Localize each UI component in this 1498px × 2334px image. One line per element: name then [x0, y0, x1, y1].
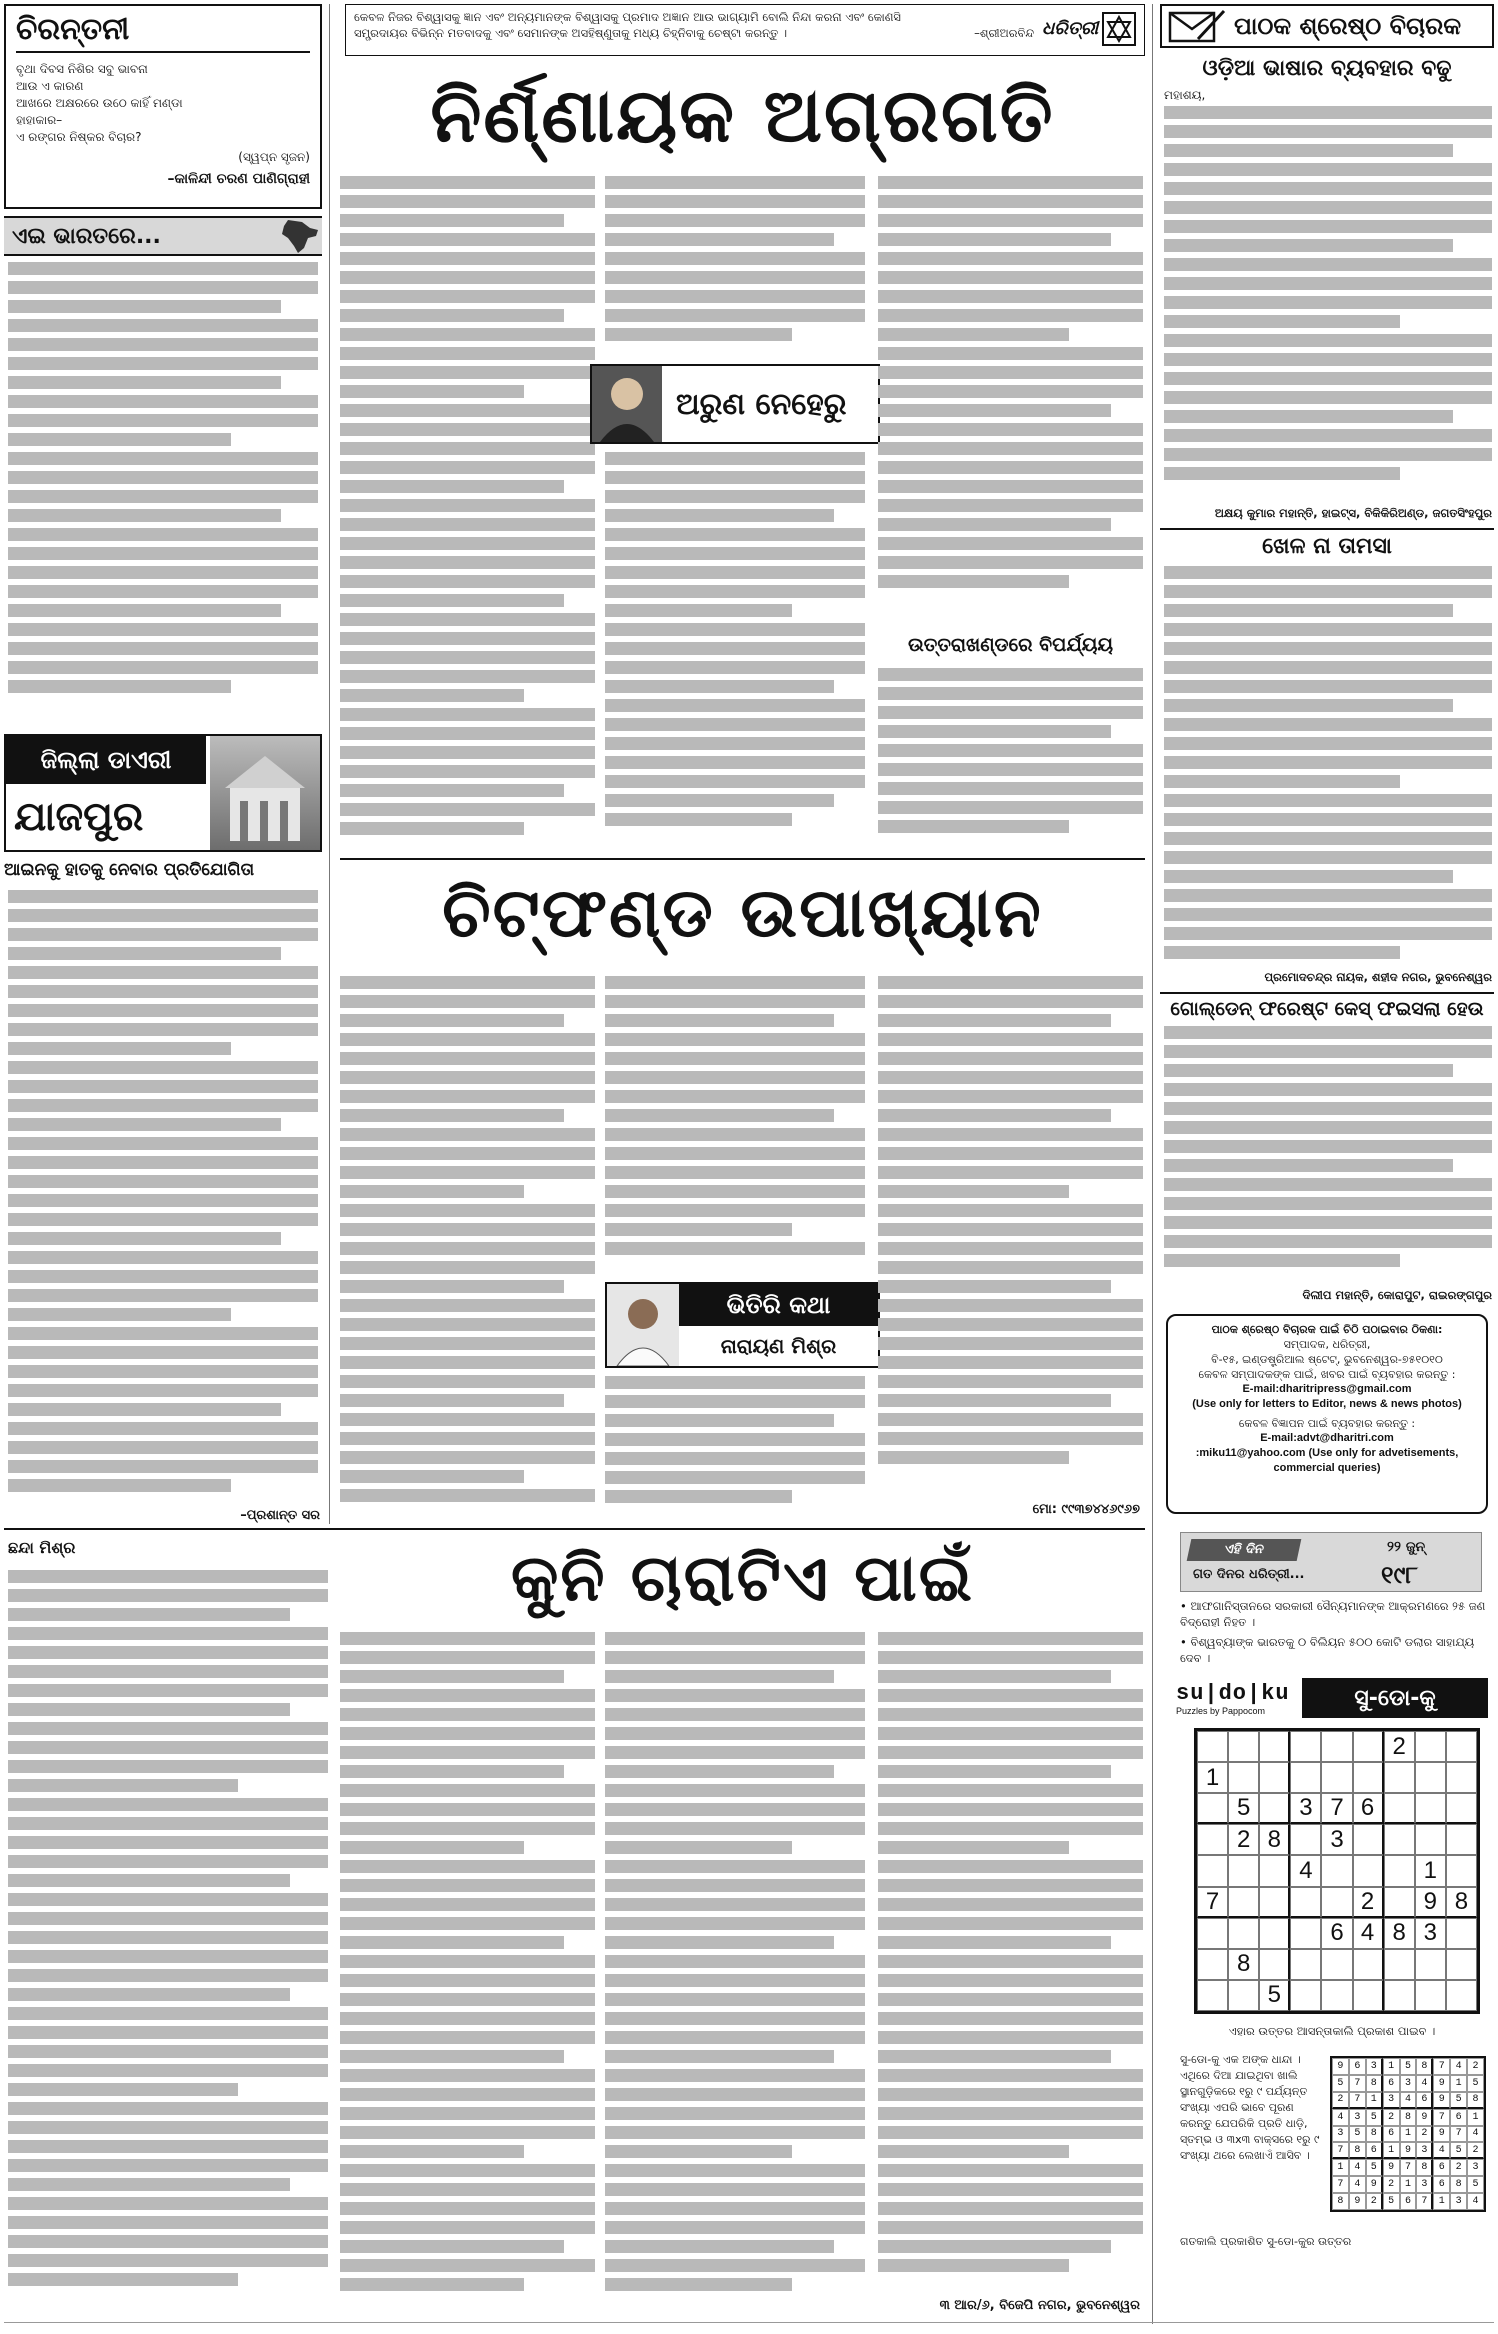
sudoku-cell: [1415, 1980, 1446, 2011]
solution-cell: 3: [1383, 2092, 1400, 2109]
solution-cell: 8: [1450, 2176, 1467, 2193]
main-story-col-3-top: [878, 176, 1143, 626]
solution-cell: 9: [1332, 2058, 1349, 2075]
sudoku-cell: [1259, 1762, 1290, 1793]
kuni-byline-top: ଛନ୍ଦା ମିଶ୍ର: [8, 1538, 76, 1557]
sudoku-cell: 8: [1259, 1824, 1290, 1855]
main-author-box: [590, 364, 880, 444]
masthead-quote-line1: କେବଳ ନିଜର ବିଶ୍ୱାସକୁ ଜ୍ଞାନ ଏବଂ ଅନ୍ୟମାନଙ୍କ ବିଶ୍ୱାସକୁ ପ୍ରମାଦ ଅଜ୍ଞାନ ଆଉ ଭାଗ୍ୟାମି ବୋଲି ନିନ୍ଦା କରନା ଏବଂ କୋଣସି: [354, 10, 901, 24]
solution-cell: 6: [1433, 2176, 1450, 2193]
sudoku-cell: [1197, 1731, 1228, 1762]
sudoku-instructions: ସୁ-ଡୋ-କୁ ଏକ ଅଙ୍କ ଧାନ୍ଦା । ଏଥିରେ ଦିଆ ଯାଇଥିବା ଖାଲି ସ୍ଥାନଗୁଡ଼ିକରେ ୧ରୁ ୯ ପର୍ଯ୍ୟନ୍ତ ସଂଖ୍ୟା ଏପରି ଭାବେ ପୂରଣ କରନ୍ତୁ ଯେପରିକି ପ୍ରତି ଧାଡ଼ି, ସ୍ତମ୍ଭ ଓ ୩x୩ ବାକ୍ସରେ ୧ରୁ ୯ ସଂଖ୍ୟା ଥରେ ଲେଖାଏଁ ଆସିବ ।: [1180, 2053, 1320, 2162]
masthead-quote-author: –ଶ୍ରୀଅରବିନ୍ଦ: [974, 26, 1034, 40]
sudoku-cell: [1415, 1762, 1446, 1793]
zilla-diary-district: ଯାଜପୁର: [14, 794, 144, 840]
solution-cell: 5: [1366, 2109, 1383, 2126]
sudoku-cell: [1197, 1855, 1228, 1886]
solution-cell: 1: [1400, 2126, 1417, 2143]
solution-cell: 3: [1366, 2058, 1383, 2075]
masthead-quote-box: [345, 4, 1145, 56]
history-year: ୧୯୮: [1381, 1561, 1418, 1589]
sudoku-cell: [1446, 1949, 1477, 1980]
main-story-col-3-bottom: [878, 668, 1143, 850]
sudoku-cell: [1446, 1731, 1477, 1762]
page-bottom-rule: [4, 2322, 1494, 2323]
solution-cell: 8: [1366, 2075, 1383, 2092]
sudoku-cell: [1290, 1731, 1321, 1762]
chitfund-author-photo: [607, 1284, 679, 1366]
solution-cell: 5: [1383, 2193, 1400, 2210]
sudoku-cell: 9: [1415, 1887, 1446, 1918]
sudoku-cell: [1228, 1762, 1259, 1793]
reader-banner-title: ପାଠକ ଶ୍ରେଷ୍ଠ ବିଚାରକ: [1234, 12, 1462, 40]
sudoku-cell: [1228, 1731, 1259, 1762]
solution-cell: 1: [1366, 2092, 1383, 2109]
solution-cell: 7: [1332, 2176, 1349, 2193]
sudoku-cell: [1353, 1855, 1384, 1886]
chirantani-line-2: ଆଉ ଏ କାରଣ: [16, 79, 84, 93]
sudoku-cell: 5: [1259, 1980, 1290, 2011]
chirantani-box: [4, 4, 322, 209]
dharitri-logo: [1042, 9, 1138, 49]
sudoku-cell: 6: [1321, 1918, 1352, 1949]
sudoku-cell: [1384, 1793, 1415, 1824]
sudoku-cell: [1290, 1949, 1321, 1980]
sudoku-cell: 6: [1353, 1793, 1384, 1824]
solution-cell: 8: [1400, 2109, 1417, 2126]
kuni-address: ୩ ଆର/୬, ବିଜେପି ନଗର, ଭୁବନେଶ୍ୱର: [939, 2298, 1140, 2313]
solution-cell: 7: [1332, 2142, 1349, 2159]
author-photo: [592, 366, 662, 442]
contact-line3: ବି-୧୫, ଇଣ୍ଡଷ୍ଟ୍ରିଆଲ ଷ୍ଟେଟ୍, ଭୁବନେଶ୍ୱର-୭୫୧୦୧୦: [1211, 1353, 1443, 1366]
solution-cell: 6: [1433, 2159, 1450, 2176]
sudoku-cell: [1228, 1980, 1259, 2011]
sudoku-cell: [1384, 1855, 1415, 1886]
sudoku-cell: [1228, 1918, 1259, 1949]
sudoku-header: [1176, 1676, 1488, 1720]
ei-bharatare-body: [8, 262, 318, 722]
solution-cell: 9: [1433, 2075, 1450, 2092]
sudoku-cell: [1446, 1918, 1477, 1949]
solution-cell: 6: [1383, 2075, 1400, 2092]
district-building-photo: [210, 736, 320, 850]
sudoku-cell: 2: [1228, 1824, 1259, 1855]
main-subhead: ଉତ୍ତରାଖଣ୍ଡରେ ବିପର୍ଯ୍ୟୟ: [907, 634, 1114, 656]
main-story-col-2-bottom: [605, 452, 865, 850]
contact-email1: E-mail:dharitripress@gmail.com: [1242, 1383, 1412, 1395]
solution-cell: 8: [1467, 2092, 1484, 2109]
main-headline: ନିର୍ଣ୍ଣାୟକ ଅଗ୍ରଗତି: [430, 73, 1055, 159]
sudoku-cell: [1321, 1887, 1352, 1918]
solution-cell: 8: [1416, 2058, 1433, 2075]
solution-cell: 3: [1416, 2142, 1433, 2159]
reader-banner: [1160, 4, 1494, 48]
sudoku-cell: [1290, 1824, 1321, 1855]
sudoku-cell: [1259, 1855, 1290, 1886]
solution-cell: 5: [1400, 2058, 1417, 2075]
solution-cell: 8: [1366, 2126, 1383, 2143]
letter3-title: ଗୋଲ୍‌ଡେନ୍ ଫରେଷ୍ଟ କେସ୍ ଫଇସଲା ହେଉ: [1160, 992, 1494, 1020]
sudoku-cell: [1321, 1855, 1352, 1886]
solution-cell: 8: [1416, 2159, 1433, 2176]
history-sub: ଗତ ଦିନର ଧରିତ୍ରୀ...: [1193, 1567, 1305, 1582]
solution-cell: 6: [1383, 2126, 1400, 2143]
solution-cell: 5: [1450, 2092, 1467, 2109]
chirantani-line-3: ଆଖରେ ଅକ୍ଷରରେ ଉଠେ କାହିଁ ମଣ୍ଡା: [16, 96, 183, 110]
kuni-col-1: [8, 1570, 328, 2315]
solution-cell: 2: [1366, 2193, 1383, 2210]
solution-cell: 9: [1366, 2176, 1383, 2193]
solution-cell: 1: [1383, 2058, 1400, 2075]
sudoku-cell: [1415, 1824, 1446, 1855]
sudoku-cell: [1446, 1855, 1477, 1886]
kuni-headline: କୁନି ଚାରାଟିଏ ପାଇଁ: [511, 1542, 974, 1616]
sudoku-cell: [1321, 1731, 1352, 1762]
solution-cell: 4: [1332, 2109, 1349, 2126]
solution-cell: 3: [1400, 2075, 1417, 2092]
solution-cell: 9: [1433, 2126, 1450, 2143]
sudoku-cell: 5: [1228, 1793, 1259, 1824]
solution-cell: 2: [1467, 2142, 1484, 2159]
solution-cell: 2: [1383, 2176, 1400, 2193]
solution-cell: 5: [1467, 2176, 1484, 2193]
letter2-signature: ପ୍ରମୋଦଚନ୍ଦ୍ର ନାୟକ, ଶହୀଦ ନଗର, ଭୁବନେଶ୍ୱର: [1264, 970, 1492, 984]
logo-text: ଧରିତ୍ରୀ: [1042, 18, 1099, 39]
sudoku-logo-credit: Puzzles by Pappocom: [1176, 1705, 1266, 1716]
sudoku-cell: [1259, 1793, 1290, 1824]
solution-cell: 4: [1467, 2193, 1484, 2210]
contact-box: [1166, 1314, 1488, 1514]
sudoku-cell: [1384, 1762, 1415, 1793]
column-rule-right: [1152, 4, 1153, 2324]
history-item-1: • ଆଫଗାନିସ୍ତାନରେ ସରକାରୀ ସୈନ୍ୟମାନଙ୍କ ଆକ୍ରମଣରେ ୨୫ ଜଣ ବିଦ୍ରୋହୀ ନିହତ ।: [1180, 1599, 1486, 1629]
column-rule-left: [329, 4, 330, 1524]
sudoku-cell: [1290, 1887, 1321, 1918]
solution-cell: 9: [1349, 2193, 1366, 2210]
solution-cell: 1: [1332, 2159, 1349, 2176]
sudoku-cell: [1290, 1980, 1321, 2011]
history-box: [1180, 1532, 1482, 1592]
sudoku-cell: [1290, 1762, 1321, 1793]
sudoku-cell: [1321, 1762, 1352, 1793]
chirantani-line-4: ହାହାକାର–: [16, 113, 63, 127]
letter3-signature: ଦିଲୀପ ମହାନ୍ତି, କୋରାପୁଟ, ରାଇରଙ୍ଗପୁର: [1302, 1288, 1492, 1302]
solution-cell: 4: [1450, 2058, 1467, 2075]
solution-cell: 7: [1433, 2109, 1450, 2126]
sudoku-cell: [1228, 1887, 1259, 1918]
sudoku-cell: [1321, 1980, 1352, 2011]
india-map-icon: [276, 218, 322, 254]
main-story-col-1: [340, 176, 595, 851]
column-label: ଭିତିରି କଥା: [679, 1284, 878, 1326]
sudoku-cell: [1353, 1731, 1384, 1762]
sudoku-cell: [1197, 1949, 1228, 1980]
chirantani-title: ଚିରନ୍ତନୀ: [16, 12, 310, 53]
solution-cell: 7: [1349, 2092, 1366, 2109]
solution-cell: 2: [1383, 2109, 1400, 2126]
solution-cell: 5: [1349, 2126, 1366, 2143]
chitfund-col-3: [878, 976, 1143, 1496]
sudoku-cell: [1446, 1824, 1477, 1855]
sudoku-cell: [1384, 1887, 1415, 1918]
solution-cell: 3: [1332, 2126, 1349, 2143]
sudoku-cell: [1259, 1949, 1290, 1980]
solution-cell: 4: [1416, 2075, 1433, 2092]
contact-line2: ସମ୍ପାଦକ, ଧରିତ୍ରୀ,: [1283, 1338, 1371, 1351]
solution-cell: 6: [1349, 2058, 1366, 2075]
sudoku-cell: [1259, 1731, 1290, 1762]
solution-cell: 2: [1332, 2092, 1349, 2109]
solution-cell: 2: [1416, 2126, 1433, 2143]
kuni-col-3: [605, 1632, 865, 2317]
sudoku-cell: [1197, 1980, 1228, 2011]
sudoku-cell: [1228, 1855, 1259, 1886]
sudoku-cell: [1197, 1918, 1228, 1949]
zilla-diary-author: –ପ୍ରଶାନ୍ତ ସର: [240, 1508, 320, 1523]
kuni-col-4: [878, 1632, 1143, 2292]
kuni-col-2: [340, 1632, 595, 2317]
sudoku-cell: [1353, 1980, 1384, 2011]
solution-cell: 1: [1450, 2075, 1467, 2092]
sudoku-cell: [1384, 1949, 1415, 1980]
solution-cell: 5: [1467, 2075, 1484, 2092]
chitfund-col-1: [340, 976, 595, 1521]
ei-bharatare-title: ଏଇ ଭାରତରେ...: [12, 223, 161, 249]
solution-cell: 6: [1366, 2142, 1383, 2159]
chitfund-col-2-top: [605, 976, 865, 1274]
contact-line5: କେବଳ ବିଜ୍ଞାପନ ପାଇଁ ବ୍ୟବହାର କରନ୍ତୁ :: [1238, 1417, 1416, 1430]
sudoku-grid: [1194, 1728, 1480, 2014]
envelope-pen-icon: [1168, 9, 1226, 43]
letter1-salutation: ମହାଶୟ,: [1164, 88, 1206, 102]
solution-cell: 7: [1433, 2058, 1450, 2075]
main-story-col-2-top: [605, 176, 865, 361]
masthead-quote-line2: ସମ୍ପ୍ରଦାୟର ବିଭିନ୍ନ ମତବାଦକୁ ଏବଂ ସେମାନଙ୍କ ଅସହିଷ୍ଣୁତାକୁ ମଧ୍ୟ ଚିହ୍ନିବାକୁ ଚେଷ୍ଟା କରନ୍ତୁ ।: [354, 26, 788, 40]
bhitiri-katha-box: [605, 1282, 880, 1368]
solution-cell: 8: [1332, 2193, 1349, 2210]
sudoku-cell: 1: [1415, 1855, 1446, 1886]
sudoku-cell: 3: [1290, 1793, 1321, 1824]
solution-cell: 9: [1416, 2109, 1433, 2126]
sudoku-title: ସୁ-ଡୋ-କୁ: [1302, 1678, 1488, 1718]
sudoku-cell: 2: [1353, 1887, 1384, 1918]
letter2-title: ଖେଳ ନା ତାମସା: [1160, 528, 1494, 559]
sudoku-cell: [1321, 1949, 1352, 1980]
sudoku-cell: [1446, 1762, 1477, 1793]
zilla-diary-label: ଜିଲ୍ଲା ଡାଏରୀ: [6, 736, 206, 784]
solution-cell: 8: [1349, 2142, 1366, 2159]
solution-cell: 5: [1450, 2142, 1467, 2159]
sudoku-cell: [1415, 1793, 1446, 1824]
contact-email2: E-mail:advt@dharitri.com: [1260, 1432, 1394, 1444]
solution-cell: 1: [1467, 2109, 1484, 2126]
solution-cell: 7: [1400, 2159, 1417, 2176]
sudoku-cell: [1197, 1793, 1228, 1824]
ei-bharatare-header: [4, 216, 322, 256]
letter1-signature: ଅକ୍ଷୟ କୁମାର ମହାନ୍ତି, ହାଇଟ୍ସ, ବିକିକିରିଅଣ୍ଡ, ଜଗତସିଂହପୁର: [1214, 506, 1492, 520]
sudoku-cell: 8: [1446, 1887, 1477, 1918]
history-label: ଏହି ଦିନ: [1187, 1539, 1302, 1561]
solution-cell: 4: [1433, 2142, 1450, 2159]
solution-cell: 3: [1416, 2176, 1433, 2193]
sudoku-cell: [1415, 1731, 1446, 1762]
solution-cell: 4: [1400, 2092, 1417, 2109]
sudoku-cell: 7: [1197, 1887, 1228, 1918]
sudoku-cell: [1446, 1980, 1477, 2011]
sudoku-cell: 4: [1290, 1855, 1321, 1886]
chirantani-source: (ସ୍ୱପ୍ନ ସୃଜନ): [238, 150, 310, 164]
chirantani-author: –କାଳିନ୍ଦୀ ଚରଣ ପାଣିଗ୍ରାହୀ: [167, 171, 310, 187]
sudoku-cell: 8: [1384, 1918, 1415, 1949]
chirantani-line-1: ବୃଥା ଦିବସ ନିଶିର ସବୁ ଭାବନା: [16, 62, 148, 76]
solution-cell: 6: [1416, 2092, 1433, 2109]
chirantani-line-5: ଏ ରଙ୍ଗର ନିଷ୍କର ବିଚାର?: [16, 130, 142, 144]
solution-cell: 7: [1349, 2075, 1366, 2092]
sudoku-cell: [1384, 1980, 1415, 2011]
sudoku-answer-note: ଏହାର ଉତ୍ତର ଆସନ୍ତାକାଲି ପ୍ରକାଶ ପାଇବ ।: [1228, 2024, 1436, 2038]
solution-cell: 6: [1450, 2109, 1467, 2126]
solution-cell: 9: [1400, 2142, 1417, 2159]
solution-cell: 1: [1433, 2193, 1450, 2210]
contact-note1: (Use only for letters to Editor, news & news photos): [1192, 1398, 1462, 1410]
solution-cell: 6: [1400, 2193, 1417, 2210]
sudoku-cell: [1259, 1918, 1290, 1949]
solution-cell: 4: [1349, 2176, 1366, 2193]
sudoku-solution-note: ଗତକାଲି ପ୍ରକାଶିତ ସୁ-ଡୋ-କୁର ଉତ୍ତର: [1180, 2235, 1352, 2248]
sudoku-cell: 7: [1321, 1793, 1352, 1824]
history-item-2: • ବିଶ୍ୱବ୍ୟାଙ୍କ ଭାରତକୁ ୦ ବିଲିୟନ ୫୦୦ କୋଟି ଡଲାର ସାହାଯ୍ୟ ଦେବ ।: [1180, 1635, 1475, 1665]
solution-cell: 3: [1349, 2109, 1366, 2126]
chitfund-col-2-bottom: [605, 1376, 865, 1521]
solution-cell: 9: [1383, 2159, 1400, 2176]
chitfund-author-name: ନାରାୟଣ ମିଶ୍ର: [720, 1334, 837, 1358]
contact-line4: କେବଳ ସମ୍ପାଦକଙ୍କ ପାଇଁ, ଖବର ପାଇଁ ବ୍ୟବହାର କରନ୍ତୁ :: [1198, 1368, 1456, 1381]
sudoku-logo: su|do|ku: [1176, 1680, 1290, 1706]
zilla-diary-body: [8, 890, 318, 1505]
letter3-body: [1164, 1026, 1492, 1276]
sudoku-cell: [1415, 1949, 1446, 1980]
sudoku-cell: 4: [1353, 1918, 1384, 1949]
sudoku-cell: [1353, 1824, 1384, 1855]
solution-cell: 3: [1450, 2193, 1467, 2210]
main-author-name: ଅରୁଣ ନେହେରୁ: [676, 386, 847, 422]
chitfund-headline: ଚିଟ୍‌ଫଣ୍ଡ ଉପାଖ୍ୟାନ: [442, 874, 1043, 953]
letter1-title: ଓଡ଼ିଆ ଭାଷାର ବ୍ୟବହାର ବଢୁ: [1202, 56, 1452, 81]
sudoku-cell: 3: [1415, 1918, 1446, 1949]
sudoku-solution-grid: [1330, 2056, 1486, 2212]
letter1-body: [1164, 106, 1492, 501]
star-emblem-icon: [1102, 12, 1136, 46]
solution-cell: 7: [1416, 2193, 1433, 2210]
sudoku-cell: [1290, 1918, 1321, 1949]
sudoku-cell: 3: [1321, 1824, 1352, 1855]
sudoku-cell: 8: [1228, 1949, 1259, 1980]
sudoku-cell: [1446, 1793, 1477, 1824]
contact-line1: ପାଠକ ଶ୍ରେଷ୍ଠ ବିଚାରକ ପାଇଁ ଚିଠି ପଠାଇବାର ଠିକଣା:: [1211, 1323, 1443, 1336]
sudoku-cell: [1259, 1887, 1290, 1918]
contact-email3: :miku11@yahoo.com (Use only for advetisements, commercial queries): [1195, 1447, 1459, 1474]
solution-cell: 1: [1400, 2176, 1417, 2193]
solution-cell: 9: [1433, 2092, 1450, 2109]
rule-main-chitfund: [340, 858, 1145, 860]
solution-cell: 5: [1332, 2075, 1349, 2092]
sudoku-cell: [1353, 1949, 1384, 1980]
solution-cell: 7: [1450, 2126, 1467, 2143]
history-badge: ୨୨ ଜୁନ୍: [1387, 1539, 1426, 1555]
solution-cell: 3: [1467, 2159, 1484, 2176]
zilla-diary-headline: ଆଇନକୁ ହାତକୁ ନେବାର ପ୍ରତିଯୋଗିତା: [4, 860, 255, 880]
solution-cell: 2: [1450, 2159, 1467, 2176]
zilla-diary-box: [4, 734, 322, 852]
solution-cell: 4: [1467, 2126, 1484, 2143]
sudoku-cell: [1353, 1762, 1384, 1793]
solution-cell: 4: [1349, 2159, 1366, 2176]
sudoku-cell: [1384, 1824, 1415, 1855]
sudoku-cell: 2: [1384, 1731, 1415, 1762]
sudoku-cell: [1197, 1824, 1228, 1855]
solution-cell: 1: [1383, 2142, 1400, 2159]
rule-kuni: [4, 1528, 1145, 1530]
letter2-body: [1164, 566, 1492, 966]
chitfund-phone: ମୋ: ୯୯୩୭୪୪୬୯୬୭: [1032, 1502, 1140, 1517]
solution-cell: 5: [1366, 2159, 1383, 2176]
solution-cell: 2: [1467, 2058, 1484, 2075]
sudoku-cell: 1: [1197, 1762, 1228, 1793]
